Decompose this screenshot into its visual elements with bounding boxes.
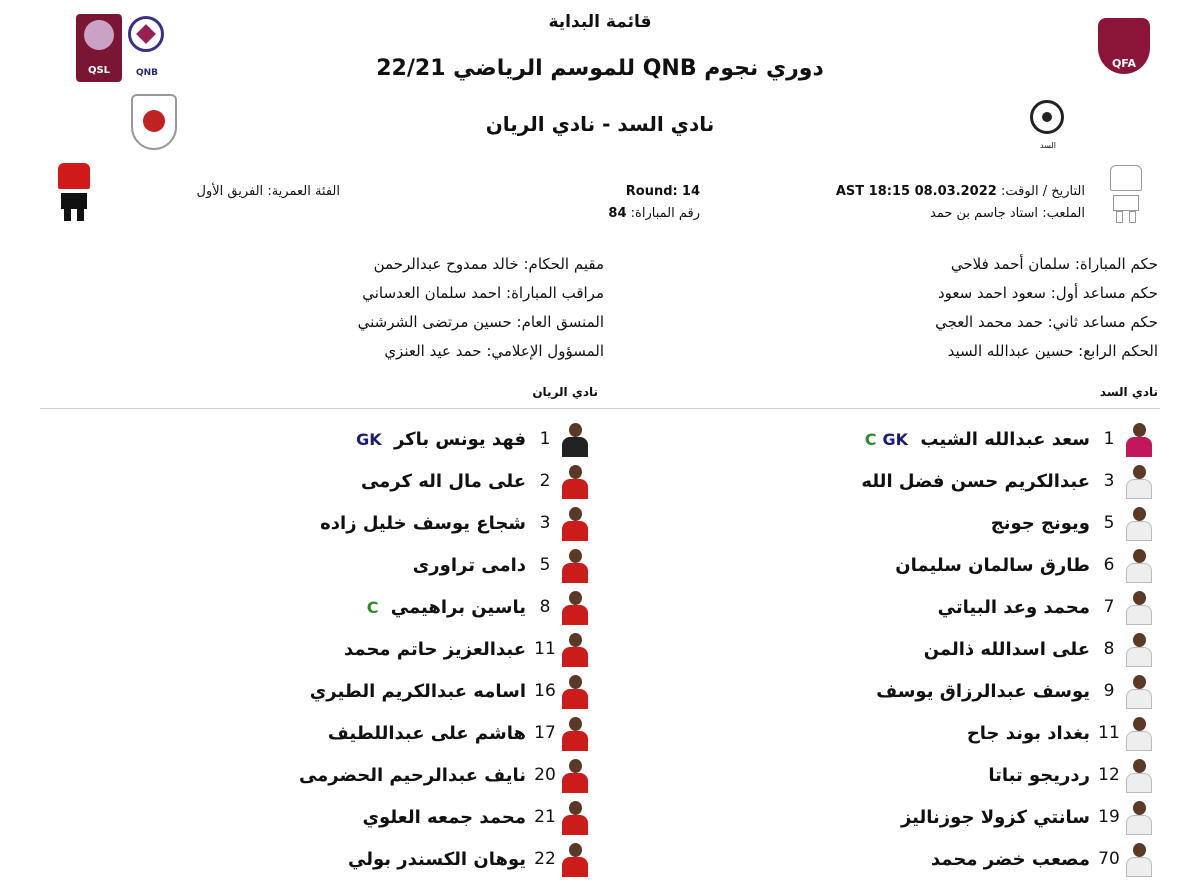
player-photo (560, 505, 590, 541)
match-title: نادي السد - نادي الريان (485, 112, 715, 136)
datetime-line (745, 184, 1085, 199)
player-name: عبدالعزيز حاتم محمد (343, 638, 526, 660)
player-name: محمد جمعه العلوي (362, 806, 526, 828)
captain-badge: C (366, 597, 379, 617)
list-item: 19 سانتي كزولا جوزناليز (594, 796, 1154, 838)
list-item: 7 محمد وعد البياتي (594, 586, 1154, 628)
player-name: ردريجو تباتا (988, 764, 1090, 786)
goalkeeper-badge: GK (882, 429, 909, 449)
player-name: دامى تراورى (412, 554, 526, 576)
player-name: سانتي كزولا جوزناليز (900, 806, 1090, 828)
player-name: محمد وعد البياتي (937, 596, 1090, 618)
player-name: على مال اله كرمى (360, 470, 526, 492)
list-item: 9 يوسف عبدالرزاق يوسف (594, 670, 1154, 712)
match-number-value: 84 (608, 206, 627, 221)
section-divider (40, 408, 1160, 409)
player-photo (560, 589, 590, 625)
qfa-logo: QFA (1094, 18, 1154, 78)
official-row: حكم مساعد أول: سعود احمد سعود (937, 284, 1158, 302)
list-item: 70 مصعب خضر محمد (594, 838, 1154, 880)
player-photo (560, 673, 590, 709)
official-row: مقيم الحكام: خالد ممدوح عبدالرحمن (373, 255, 604, 273)
league-title: دوري نجوم QNB للموسم الرياضي 22/21 (376, 56, 824, 81)
round-label: Round: (625, 184, 678, 199)
home-players-list (594, 418, 1154, 880)
list-item: 8 على اسدالله ذالمن (594, 628, 1154, 670)
age-group-value: الفريق الأول (196, 184, 264, 199)
player-photo (1124, 757, 1154, 793)
age-group-label: الفئة العمرية: (267, 184, 340, 199)
player-name: يوهان الكسندر بولي (347, 848, 526, 870)
player-name: ويونج جونج (990, 512, 1090, 534)
venue-label: الملعب: (1042, 206, 1085, 221)
official-row: المنسق العام: حسين مرتضى الشرشني (357, 313, 604, 331)
player-photo (1124, 631, 1154, 667)
goalkeeper-badge: GK (356, 429, 382, 449)
list-item: 3 شجاع يوسف خليل زاده (30, 502, 590, 544)
list-item: 1 سعد عبدالله الشيب C GK (594, 418, 1154, 460)
player-photo (1124, 505, 1154, 541)
al-rayyan-logo (131, 94, 179, 152)
player-name: مصعب خضر محمد (930, 848, 1090, 870)
player-name: اسامه عبدالكريم الطيري (309, 680, 526, 702)
qnb-logo: QNB (126, 14, 168, 82)
venue-line (745, 206, 1085, 221)
player-name: يوسف عبدالرزاق يوسف (876, 680, 1090, 702)
datetime-value: AST 18:15 08.03.2022 (835, 184, 997, 199)
list-item: 12 ردريجو تباتا (594, 754, 1154, 796)
player-name: شجاع يوسف خليل زاده (320, 512, 526, 534)
list-item: 22 يوهان الكسندر بولي (30, 838, 590, 880)
officials-left (220, 250, 604, 366)
away-team-header: نادي الريان (532, 385, 598, 399)
list-item: 1 فهد يونس باكر GK (30, 418, 590, 460)
list-item: 6 طارق سالمان سليمان (594, 544, 1154, 586)
list-item: 2 على مال اله كرمى (30, 460, 590, 502)
player-photo (560, 463, 590, 499)
match-number-label: رقم المباراة: (630, 206, 700, 221)
player-name: عبدالكريم حسن فضل الله (861, 470, 1090, 492)
list-item: 8 ياسين براهيمي C (30, 586, 590, 628)
player-photo (1124, 463, 1154, 499)
player-photo (1124, 421, 1154, 457)
venue-value: استاد جاسم بن حمد (930, 206, 1039, 221)
list-item: 17 هاشم على عبداللطيف (30, 712, 590, 754)
player-photo (560, 421, 590, 457)
home-team-header: نادي السد (1099, 385, 1158, 399)
player-name: نايف عبدالرحيم الحضرمى (298, 764, 526, 786)
player-name: ياسين براهيمي C (366, 596, 526, 618)
round-line (560, 184, 700, 199)
al-sadd-logo: السد (1030, 100, 1066, 150)
player-name: فهد يونس باكر GK (356, 428, 526, 450)
list-item: 20 نايف عبدالرحيم الحضرمى (30, 754, 590, 796)
player-photo (560, 841, 590, 877)
list-item: 11 بغداد بوند جاح (594, 712, 1154, 754)
official-row: حكم المباراة: سلمان أحمد فلاحي (950, 255, 1158, 273)
official-row: مراقب المباراة: احمد سلمان العدساني (362, 284, 604, 302)
list-item: 5 ويونج جونج (594, 502, 1154, 544)
player-name: على اسدالله ذالمن (923, 638, 1090, 660)
away-players-list (30, 418, 590, 880)
player-photo (560, 547, 590, 583)
player-photo (560, 631, 590, 667)
away-kit-icon (56, 163, 92, 221)
official-row: حكم مساعد ثاني: حمد محمد العجي (935, 313, 1158, 331)
list-item: 5 دامى تراورى (30, 544, 590, 586)
round-value: 14 (681, 184, 700, 199)
player-photo (1124, 841, 1154, 877)
player-name: سعد عبدالله الشيب C GK (864, 428, 1090, 450)
list-item: 11 عبدالعزيز حاتم محمد (30, 628, 590, 670)
datetime-label: التاريخ / الوقت: (1000, 184, 1085, 199)
player-photo (560, 757, 590, 793)
official-row: الحكم الرابع: حسين عبدالله السيد (947, 342, 1158, 360)
officials-right (778, 250, 1158, 366)
match-number-line (560, 206, 700, 221)
player-photo (1124, 547, 1154, 583)
list-item: 16 اسامه عبدالكريم الطيري (30, 670, 590, 712)
player-photo (1124, 589, 1154, 625)
player-photo (560, 799, 590, 835)
player-photo (1124, 673, 1154, 709)
list-item: 3 عبدالكريم حسن فضل الله (594, 460, 1154, 502)
player-name: بغداد بوند جاح (966, 722, 1090, 744)
player-name: هاشم على عبداللطيف (327, 722, 526, 744)
player-photo (1124, 799, 1154, 835)
captain-badge: C (864, 429, 877, 449)
player-name: طارق سالمان سليمان (895, 554, 1090, 576)
home-kit-icon (1108, 165, 1144, 223)
player-photo (560, 715, 590, 751)
list-item: 21 محمد جمعه العلوي (30, 796, 590, 838)
qsl-logo: QSL (76, 14, 122, 82)
official-row: المسؤول الإعلامي: حمد عيد العنزي (384, 342, 604, 360)
player-photo (1124, 715, 1154, 751)
age-group-line (150, 184, 340, 199)
list-title: قائمة البداية (548, 12, 652, 32)
